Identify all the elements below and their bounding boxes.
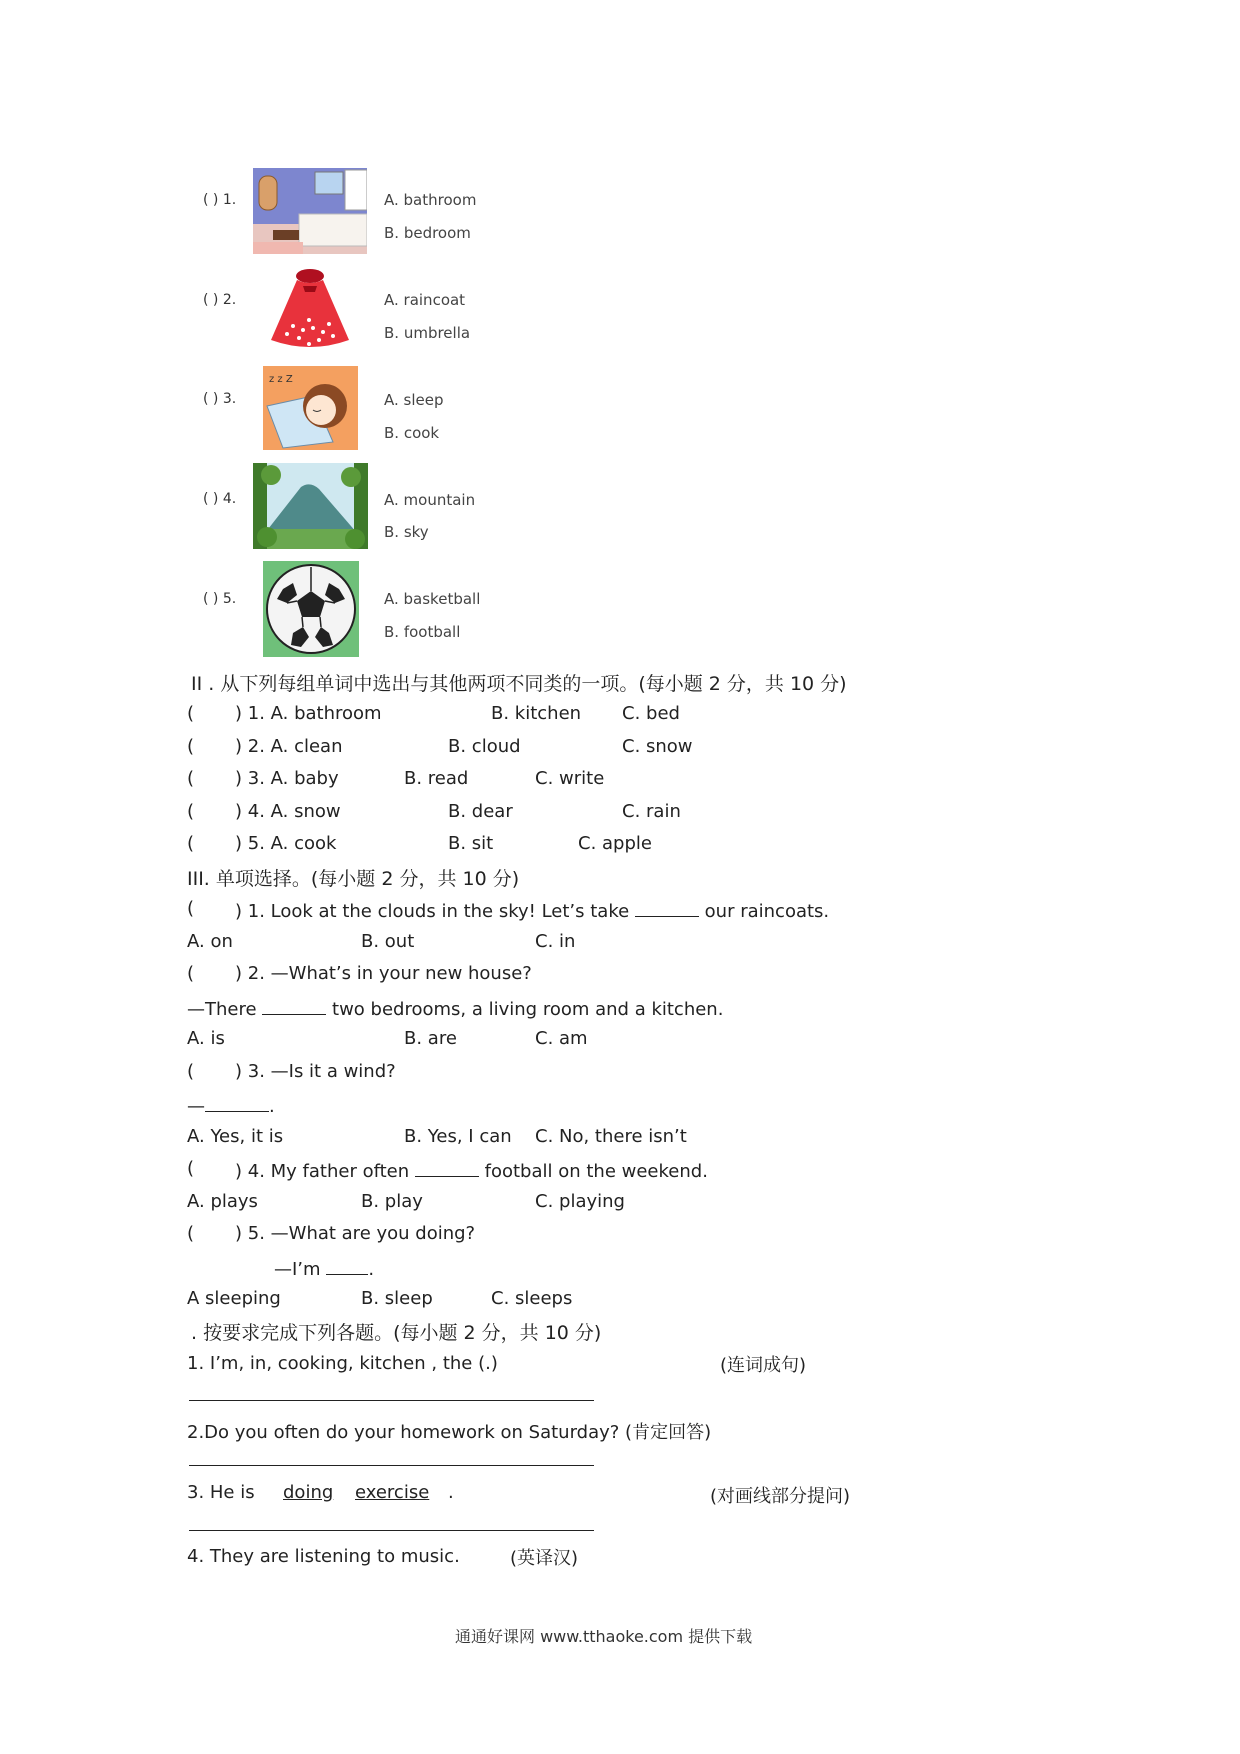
mountain-picture [253, 463, 368, 549]
paren: ( [187, 833, 195, 854]
underlined-exercise: exercise [355, 1482, 430, 1503]
paren: ( [187, 801, 195, 822]
stem-text-after: football on the weekend. [484, 1161, 708, 1182]
paren: ( [187, 768, 195, 789]
paren: ( [187, 1223, 195, 1244]
question-stem: ) 3. A. baby [235, 768, 339, 789]
football-picture [263, 561, 359, 657]
option-a: A. mountain [384, 491, 476, 509]
period: . [448, 1482, 454, 1503]
sleeping-girl-picture [263, 366, 358, 450]
option-a: A. on [187, 931, 233, 952]
question-number: ( ) 3. [203, 391, 237, 407]
paren: ( [187, 963, 195, 984]
question-number: ( ) 2. [203, 292, 237, 308]
question-3-hint: (对画线部分提问) [710, 1486, 851, 1507]
option-c: C. sleeps [491, 1288, 573, 1309]
option-c: C. No, there isn’t [535, 1126, 687, 1147]
section-3-title: III. 单项选择。(每小题 2 分，共 10 分) [187, 868, 520, 890]
stem-text: —There [187, 999, 257, 1020]
stem-text-after: two bedrooms, a living room and a kitchen. [332, 999, 724, 1020]
option-b: B. cook [384, 424, 440, 442]
blank-line [262, 996, 326, 1015]
footer-text: 通通好课网 www.tthaoke.com 提供下载 [455, 1627, 753, 1646]
option-b: B. sit [448, 833, 494, 854]
option-a: A. is [187, 1028, 225, 1049]
question-stem [235, 898, 829, 922]
question-number: ( ) 1. [203, 192, 237, 208]
option-b: B. kitchen [491, 703, 582, 724]
blank-line [635, 898, 699, 917]
question-stem [235, 1158, 708, 1182]
option-b: B. cloud [448, 736, 521, 757]
option-b: B. bedroom [384, 224, 471, 242]
question-stem: ) 5. A. cook [235, 833, 337, 854]
question-4-hint: (英译汉) [510, 1548, 579, 1569]
question-stem: ) 2. —What’s in your new house? [235, 963, 532, 984]
option-a: A. Yes, it is [187, 1126, 284, 1147]
stem-text: —I’m [274, 1259, 321, 1280]
option-c: C. apple [578, 833, 652, 854]
option-b: B. read [404, 768, 469, 789]
section-4-title: . 按要求完成下列各题。(每小题 2 分，共 10 分) [191, 1322, 602, 1344]
period: . [269, 1096, 275, 1117]
option-c: C. snow [622, 736, 693, 757]
dash: — [187, 1096, 205, 1117]
option-b: B. dear [448, 801, 513, 822]
question-number: ( ) 5. [203, 591, 237, 607]
option-c: C. write [535, 768, 605, 789]
paren: ( [187, 736, 195, 757]
section-2-title: II . 从下列每组单词中选出与其他两项不同类的一项。(每小题 2 分，共 10 分) [191, 673, 847, 695]
period: . [368, 1259, 375, 1280]
answer-line [274, 1256, 374, 1280]
question-stem: ) 1. A. bathroom [235, 703, 382, 724]
option-b: B. umbrella [384, 324, 471, 342]
question-number: ( ) 4. [203, 491, 237, 507]
option-a: A. raincoat [384, 291, 466, 309]
paren: ( [187, 898, 195, 919]
answer-line-3 [189, 1530, 594, 1531]
blank-line [326, 1256, 368, 1275]
answer-line-1 [189, 1400, 594, 1401]
paren: ( [187, 703, 195, 724]
svg-text:z z Z: z z Z [269, 374, 293, 385]
option-b: B. play [361, 1191, 423, 1212]
option-c: C. rain [622, 801, 681, 822]
stem-text: ) 1. Look at the clouds in the sky! Let’s take [235, 901, 630, 922]
raincoat-picture [263, 268, 357, 354]
question-1-hint: (连词成句) [720, 1355, 807, 1376]
option-b: B. out [361, 931, 415, 952]
option-a: A. bathroom [384, 191, 477, 209]
question-stem: ) 5. —What are you doing? [235, 1223, 476, 1244]
option-b: B. Yes, I can [404, 1126, 512, 1147]
option-b: B. are [404, 1028, 457, 1049]
option-c: C. in [535, 931, 576, 952]
question-stem: ) 3. —Is it a wind? [235, 1061, 396, 1082]
paren: ( [187, 1158, 195, 1179]
option-b: B. sky [384, 523, 429, 541]
option-c: C. am [535, 1028, 588, 1049]
blank-line [205, 1093, 269, 1112]
question-1-text: 1. I’m, in, cooking, kitchen , the (.) [187, 1353, 498, 1374]
question-stem: ) 4. A. snow [235, 801, 341, 822]
option-a: A. basketball [384, 590, 481, 608]
question-stem: ) 2. A. clean [235, 736, 343, 757]
option-a: A. sleep [384, 391, 444, 409]
answer-line-2 [189, 1465, 594, 1466]
paren: ( [187, 1061, 195, 1082]
blank-line [415, 1158, 479, 1177]
bathroom-bedroom-picture [253, 168, 367, 254]
option-c: C. bed [622, 703, 680, 724]
stem-text: ) 4. My father often [235, 1161, 410, 1182]
question-3-prefix: 3. He is [187, 1482, 255, 1503]
underlined-doing: doing [283, 1482, 334, 1503]
option-c: C. playing [535, 1191, 625, 1212]
question-line-2 [187, 996, 723, 1020]
option-b: B. football [384, 623, 461, 641]
question-2-text: 2.Do you often do your homework on Saturday? (肯定回答) [187, 1422, 712, 1443]
question-4-text: 4. They are listening to music. [187, 1546, 460, 1567]
option-a: A sleeping [187, 1288, 281, 1309]
option-a: A. plays [187, 1191, 258, 1212]
option-b: B. sleep [361, 1288, 433, 1309]
answer-line [187, 1093, 275, 1117]
stem-text-after: our raincoats. [704, 901, 830, 922]
